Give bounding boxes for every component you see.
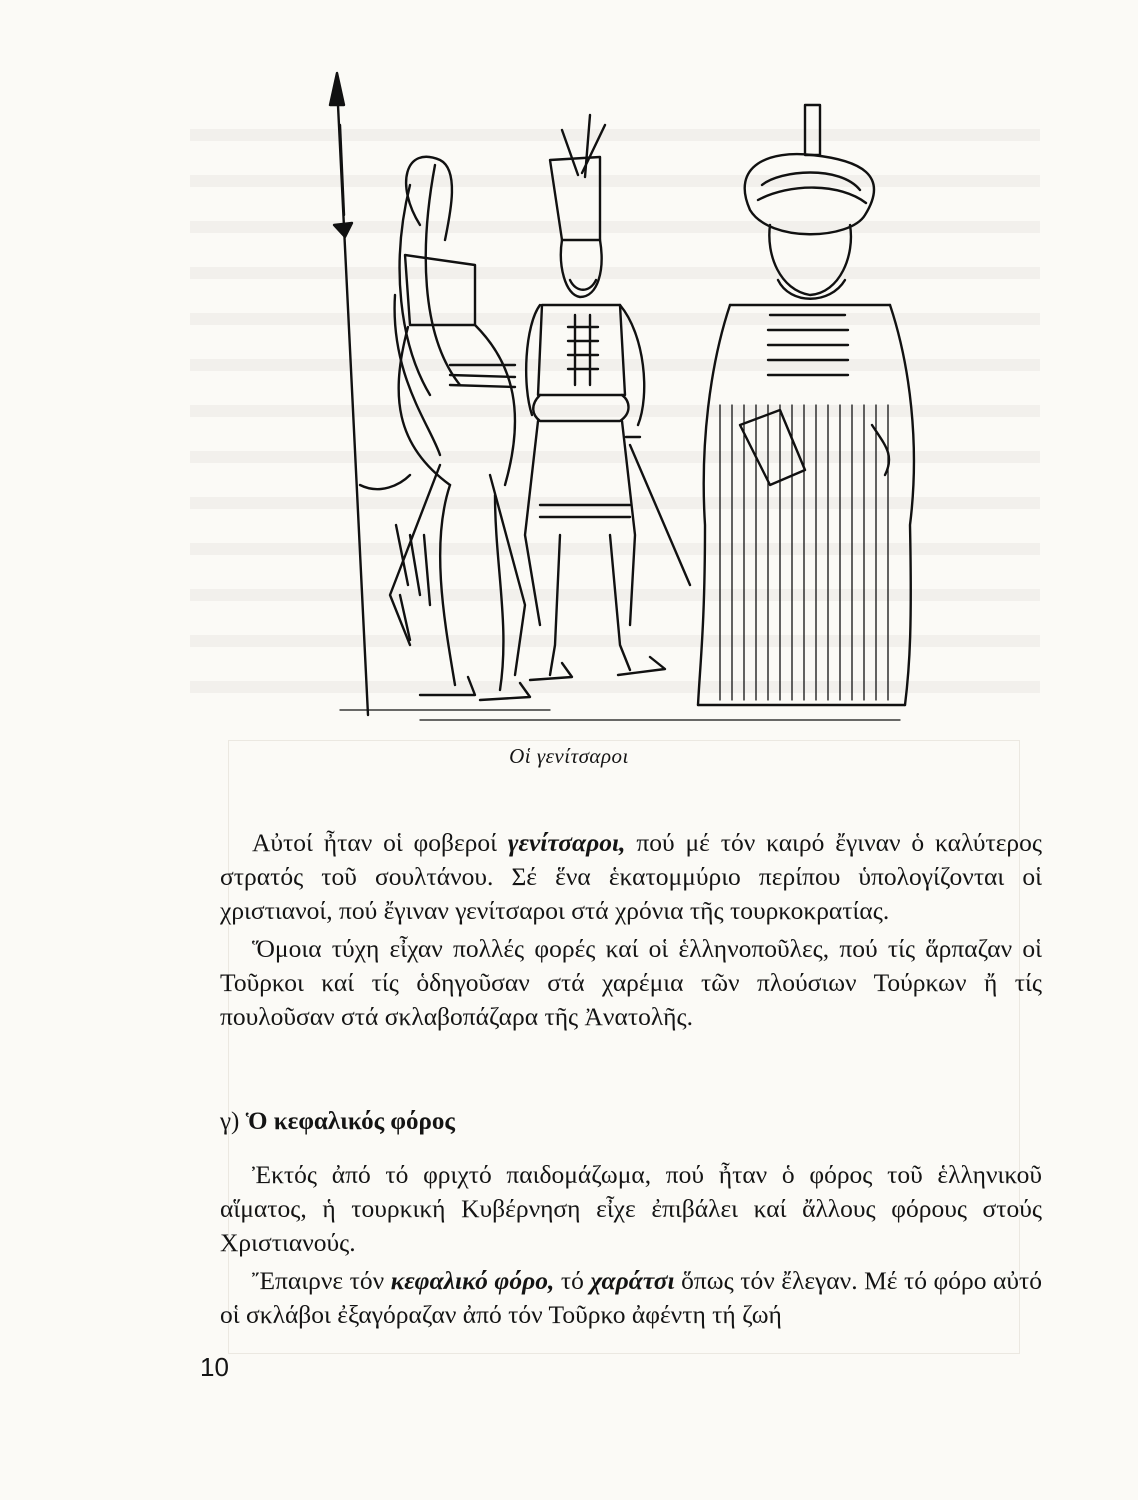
emphasized-term: γενίτσαροι, xyxy=(507,828,626,857)
emphasized-term: χαράτσι xyxy=(590,1266,675,1295)
section-title: Ὁ κεφαλικός φόρος xyxy=(245,1108,455,1135)
right-officer xyxy=(698,105,914,705)
left-janissary xyxy=(360,157,530,700)
paragraph: Ἐκτός ἀπό τό φριχτό παιδομάζωμα, πού ἦταν ὁ φόρος τοῦ ἑλληνικοῦ αἵματος, ἡ τουρκική Κυβέρνηση εἶχε ἐπιβάλει καί ἄλλους φόρους στούς Χριστιανούς. xyxy=(220,1160,1042,1257)
robe-hatching xyxy=(340,405,900,720)
paragraph: Ὅμοια τύχη εἶχαν πολλές φορές καί οἱ ἑλληνοποῦλες, πού τίς ἅρπαζαν οἱ Τοῦρκοι καί τίς ὁδηγοῦσαν στά χαρέμια τῶν πλούσιων Τούρκων ἤ τίς πουλοῦσαν στά σκλαβοπάζαρα τῆς Ἀνατολῆς. xyxy=(220,934,1042,1031)
paragraph: Ἔπαιρνε τόν κεφαλικό φόρο, τό χαράτσι ὅπως τόν ἔλεγαν. Μέ τό φόρο αὐτό οἱ σκλάβοι ἐξαγόραζαν ἀπό τόν Τοῦρκο ἀφέντη τή ζωή xyxy=(220,1266,1043,1329)
body-text-block-2 xyxy=(220,1158,1042,1332)
page-number: 10 xyxy=(200,1352,229,1382)
section-heading xyxy=(220,1108,455,1136)
spear xyxy=(330,73,368,715)
janissaries-illustration xyxy=(300,65,920,730)
figure-caption: Οἱ γενίτσαροι xyxy=(509,744,629,768)
body-text-block-1 xyxy=(220,826,1042,1034)
section-marker: γ) xyxy=(220,1108,240,1135)
paragraph: Αὐτοί ἦταν οἱ φοβεροί γενίτσαροι, πού μέ τόν καιρό ἔγιναν ὁ καλύτερος στρατός τοῦ σουλτάνου. Σέ ἕνα ἑκατομμύριο περίπου ὑπολογίζονται οἱ χριστιανοί, πού ἔγιναν γενίτσαροι στά χρόνια τῆς τουρκοκρατίας. xyxy=(220,828,1042,925)
middle-janissary xyxy=(525,115,690,680)
emphasized-term: κεφαλικό φόρο, xyxy=(390,1266,555,1295)
